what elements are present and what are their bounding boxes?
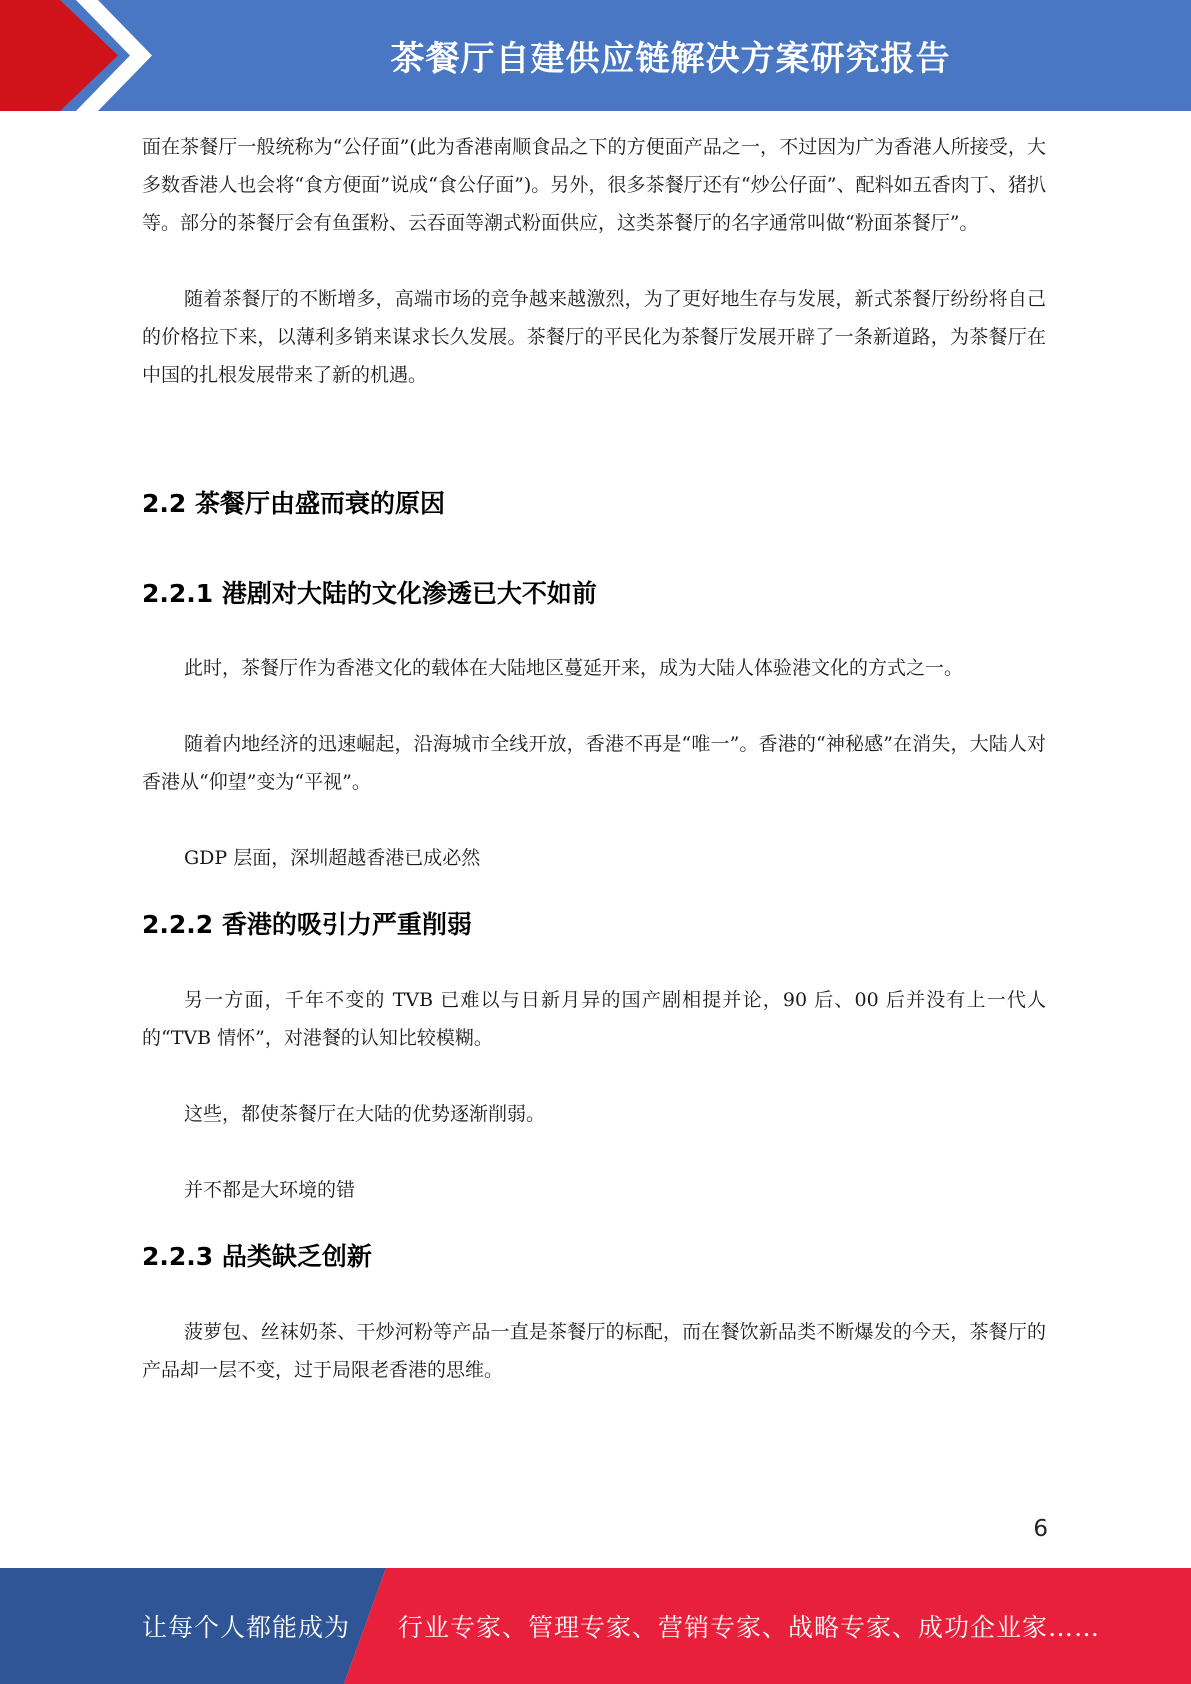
document-body	[142, 128, 1046, 1389]
footer-slogan-right: 行业专家、管理专家、营销专家、战略专家、成功企业家……	[398, 1613, 1101, 1642]
paragraph-tvb: 另一方面，千年不变的 TVB 已难以与日新月异的国产剧相提并论，90 后、00 后并没有上一代人的“TVB 情怀”，对港餐的认知比较模糊。	[142, 989, 1046, 1049]
footer-slogan-left: 让每个人都能成为	[142, 1613, 351, 1642]
header-title: 茶餐厅自建供应链解决方案研究报告	[390, 39, 951, 79]
subsection-heading-2-2-1: 2.2.1 港剧对大陆的文化渗透已大不如前	[142, 579, 597, 608]
paragraph-advantage-weakened: 这些，都使茶餐厅在大陆的优势逐渐削弱。	[184, 1103, 546, 1125]
paragraph-gdp: GDP 层面，深圳超越香港已成必然	[184, 847, 481, 869]
subsection-heading-2-2-3: 2.2.3 品类缺乏创新	[142, 1242, 372, 1271]
paragraph-mainland-rise: 随着内地经济的迅速崛起，沿海城市全线开放，香港不再是“唯一”。香港的“神秘感”在消失，大陆人对香港从“仰望”变为“平视”。	[142, 733, 1046, 793]
page-number: 6	[1033, 1516, 1048, 1542]
paragraph-gongzai-noodles: 面在茶餐厅一般统称为“公仔面”(此为香港南顺食品之下的方便面产品之一，不过因为广为香港人所接受，大多数香港人也会将“食方便面”说成“食公仔面”)。另外，很多茶餐厅还有“炒公仔面”、配料如五香肉丁、猪扒等。部分的茶餐厅会有鱼蛋粉、云吞面等潮式粉面供应，这类茶餐厅的名字通常叫做“粉面茶餐厅”。	[142, 136, 1046, 234]
subsection-heading-2-2-2: 2.2.2 香港的吸引力严重削弱	[142, 910, 472, 939]
paragraph-not-environment: 并不都是大环境的错	[184, 1179, 356, 1201]
paragraph-no-innovation: 菠萝包、丝袜奶茶、干炒河粉等产品一直是茶餐厅的标配，而在餐饮新品类不断爆发的今天，茶餐厅的产品却一层不变，过于局限老香港的思维。	[142, 1321, 1046, 1381]
section-heading-2-2: 2.2 茶餐厅由盛而衰的原因	[142, 489, 445, 518]
page-footer	[0, 1568, 1191, 1684]
paragraph-popularization: 随着茶餐厅的不断增多，高端市场的竞争越来越激烈，为了更好地生存与发展，新式茶餐厅纷纷将自己的价格拉下来，以薄利多销来谋求长久发展。茶餐厅的平民化为茶餐厅发展开辟了一条新道路，为茶餐厅在中国的扎根发展带来了新的机遇。	[142, 288, 1046, 386]
page-header	[0, 0, 1191, 111]
paragraph-cultural-carrier: 此时，茶餐厅作为香港文化的载体在大陆地区蔓延开来，成为大陆人体验港文化的方式之一。	[184, 657, 964, 679]
